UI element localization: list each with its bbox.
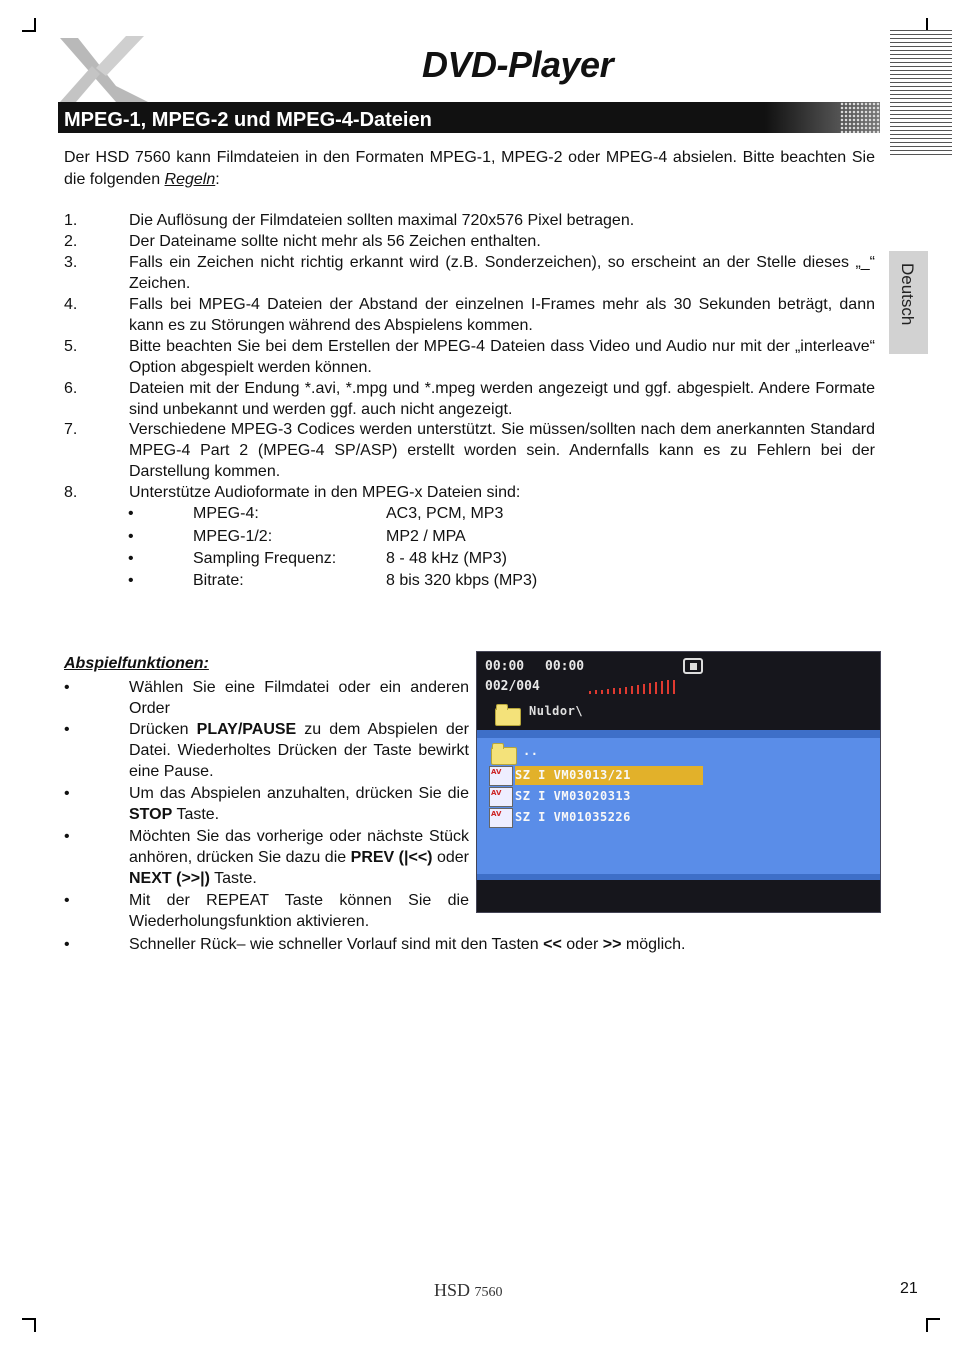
brand-name: HSD xyxy=(434,1280,471,1300)
decorative-stripes xyxy=(890,30,952,158)
playback-text xyxy=(129,890,469,932)
rule-number: 2. xyxy=(64,233,78,250)
rule-number: 7. xyxy=(64,421,78,438)
section-title: MPEG-1, MPEG-2 und MPEG-4-Dateien xyxy=(64,109,432,131)
rule-text: Bitte beachten Sie bei dem Erstellen der MPEG-4 Dateien dass Video und Audio nur mit der „interleave“ Option abgespielt werden können. xyxy=(129,338,875,376)
rule-text: Falls bei MPEG-4 Dateien der Abstand der einzelnen I-Frames mehr als 30 Sekunden beträgt, dann kann es zu Störungen während des Abspielens kommen. xyxy=(129,296,875,334)
total-time: 00:00 xyxy=(545,659,585,674)
text-part: zu dem Abspielen der Datei. Wiederholtes Drücken der Taste bewirkt eine Pause. xyxy=(129,721,469,780)
format-label: MPEG-4: xyxy=(193,505,259,522)
page-title: DVD-Player xyxy=(422,44,614,85)
rule-item xyxy=(64,231,875,252)
rule-number: 1. xyxy=(64,212,78,229)
volume-meter xyxy=(589,680,677,694)
screen-footer xyxy=(477,880,880,913)
bullet: • xyxy=(64,785,70,802)
playback-item xyxy=(64,783,469,825)
file-name[interactable]: SZ I VM01035226 xyxy=(515,810,631,824)
rule-number: 6. xyxy=(64,380,78,397)
format-value: MP2 / MPA xyxy=(386,528,466,545)
playback-text xyxy=(129,934,875,955)
file-browser-screen xyxy=(476,651,881,913)
text-part: Wählen Sie eine Filmdatei oder ein anderen Order xyxy=(129,679,469,717)
video-file-icon xyxy=(489,808,513,828)
elapsed-time: 00:00 xyxy=(485,659,525,674)
playback-text xyxy=(129,783,469,825)
text-part: oder xyxy=(561,936,603,953)
key-label: PLAY/PAUSE xyxy=(196,721,297,738)
playback-text xyxy=(129,677,469,719)
rule-item xyxy=(64,336,875,378)
playback-item xyxy=(64,826,469,889)
text-part: möglich. xyxy=(621,936,686,953)
playback-item xyxy=(64,677,469,719)
rule-item xyxy=(64,378,875,420)
bullet: • xyxy=(64,679,70,696)
rule-text: Der Dateiname sollte nicht mehr als 56 Zeichen enthalten. xyxy=(129,233,541,250)
rule-number: 3. xyxy=(64,254,78,271)
bullet: • xyxy=(64,892,70,909)
folder-icon xyxy=(495,708,521,726)
model-number: 7560 xyxy=(474,1285,503,1300)
text-part: oder xyxy=(432,849,470,866)
bullet: • xyxy=(128,550,134,567)
rule-text: Unterstütze Audioformate in den MPEG-x Dateien sind: xyxy=(129,484,521,501)
format-label: Sampling Frequenz: xyxy=(193,550,337,567)
text-part: Mit der REPEAT Taste können Sie die Wiederholungsfunktion aktivieren. xyxy=(129,892,469,930)
bullet: • xyxy=(64,721,70,738)
key-label: NEXT (>>|) xyxy=(129,870,210,887)
bullet: • xyxy=(64,828,70,845)
file-icon-label: AV xyxy=(491,810,502,818)
file-name[interactable]: SZ I VM03020313 xyxy=(515,789,631,803)
parent-folder-icon xyxy=(491,747,517,765)
format-label: Bitrate: xyxy=(193,572,244,589)
language-tab xyxy=(889,251,928,354)
intro-paragraph xyxy=(64,147,875,191)
text-part: Möchten Sie das vorherige oder nächste Stück anhören, drücken Sie dazu die xyxy=(129,828,469,866)
format-value: 8 - 48 kHz (MP3) xyxy=(386,550,507,567)
rule-item xyxy=(64,252,875,294)
key-label: STOP xyxy=(129,806,173,823)
rule-item xyxy=(64,294,875,336)
file-icon-label: AV xyxy=(491,768,502,776)
parent-folder-label[interactable]: .. xyxy=(523,744,539,758)
playback-item xyxy=(64,890,469,932)
file-name[interactable]: SZ I VM03013/21 xyxy=(515,768,631,782)
screen-divider xyxy=(477,730,880,738)
key-label: >> xyxy=(602,936,622,953)
file-icon-label: AV xyxy=(491,789,502,797)
video-file-icon xyxy=(489,766,513,786)
section-bar-pattern xyxy=(840,102,880,133)
rule-item xyxy=(64,210,875,231)
playback-item xyxy=(64,719,469,782)
language-tab-label: Deutsch xyxy=(898,263,917,326)
format-value: 8 bis 320 kbps (MP3) xyxy=(386,572,538,589)
playback-item xyxy=(64,934,875,955)
key-label: PREV (|<<) xyxy=(350,849,433,866)
rule-text: Die Auflösung der Filmdateien sollten maximal 720x576 Pixel betragen. xyxy=(129,212,635,229)
text-part: Um das Abspielen anzuhalten, drücken Sie die xyxy=(129,785,469,802)
crop-mark-bottom-left xyxy=(22,1318,36,1332)
format-label: MPEG-1/2: xyxy=(193,528,273,545)
text-part: Schneller Rück– wie schneller Vorlauf sind mit den Tasten xyxy=(129,936,544,953)
rule-text: Verschiedene MPEG-3 Codices werden unterstützt. Sie müssen/sollten nach dem anerkannten Standard MPEG-4 Part 2 (MPEG-4 SP/ASP) erstellt worden sein. Andernfalls kann es zu Fehlern bei der Darstellung kommen. xyxy=(129,421,875,480)
playback-heading: Abspielfunktionen: xyxy=(64,655,209,672)
bullet: • xyxy=(128,528,134,545)
brand-x-logo xyxy=(56,32,156,104)
rule-number: 5. xyxy=(64,338,78,355)
intro-emphasis: Regeln xyxy=(164,171,216,188)
rule-text: Dateien mit der Endung *.avi, *.mpg und *.mpeg werden angezeigt und ggf. abgespielt. Andere Formate sind unbekannt und werden ggf. auch nicht angezeigt. xyxy=(129,380,875,418)
format-value: AC3, PCM, MP3 xyxy=(386,505,504,522)
rule-item xyxy=(64,482,875,503)
playback-text xyxy=(129,826,469,889)
crop-mark-top-left xyxy=(22,18,36,32)
intro-text: Der HSD 7560 kann Filmdateien in den Formaten MPEG-1, MPEG-2 oder MPEG-4 absielen. Bitte beachten Sie die folgenden xyxy=(64,149,875,188)
rule-item xyxy=(64,419,875,482)
bullet: • xyxy=(128,572,134,589)
footer-brand xyxy=(434,1280,503,1301)
rule-number: 4. xyxy=(64,296,78,313)
rule-number: 8. xyxy=(64,484,78,501)
text-part: Taste. xyxy=(172,806,220,823)
bullet: • xyxy=(128,505,134,522)
video-file-icon xyxy=(489,787,513,807)
text-part: Drücken xyxy=(129,721,197,738)
rule-text: Falls ein Zeichen nicht richtig erkannt wird (z.B. Sonderzeichen), so erscheint an der Stelle dieses „_“ Zeichen. xyxy=(129,254,875,292)
current-folder-name: Nuldor\ xyxy=(529,704,584,718)
crop-mark-bottom-right xyxy=(926,1318,940,1332)
bullet: • xyxy=(64,936,70,953)
playback-text xyxy=(129,719,469,782)
text-part: Taste. xyxy=(209,870,257,887)
intro-text-end: : xyxy=(215,171,220,188)
key-label: << xyxy=(543,936,562,953)
page-number: 21 xyxy=(900,1280,918,1297)
track-counter: 002/004 xyxy=(485,679,540,694)
stop-icon xyxy=(683,658,703,674)
